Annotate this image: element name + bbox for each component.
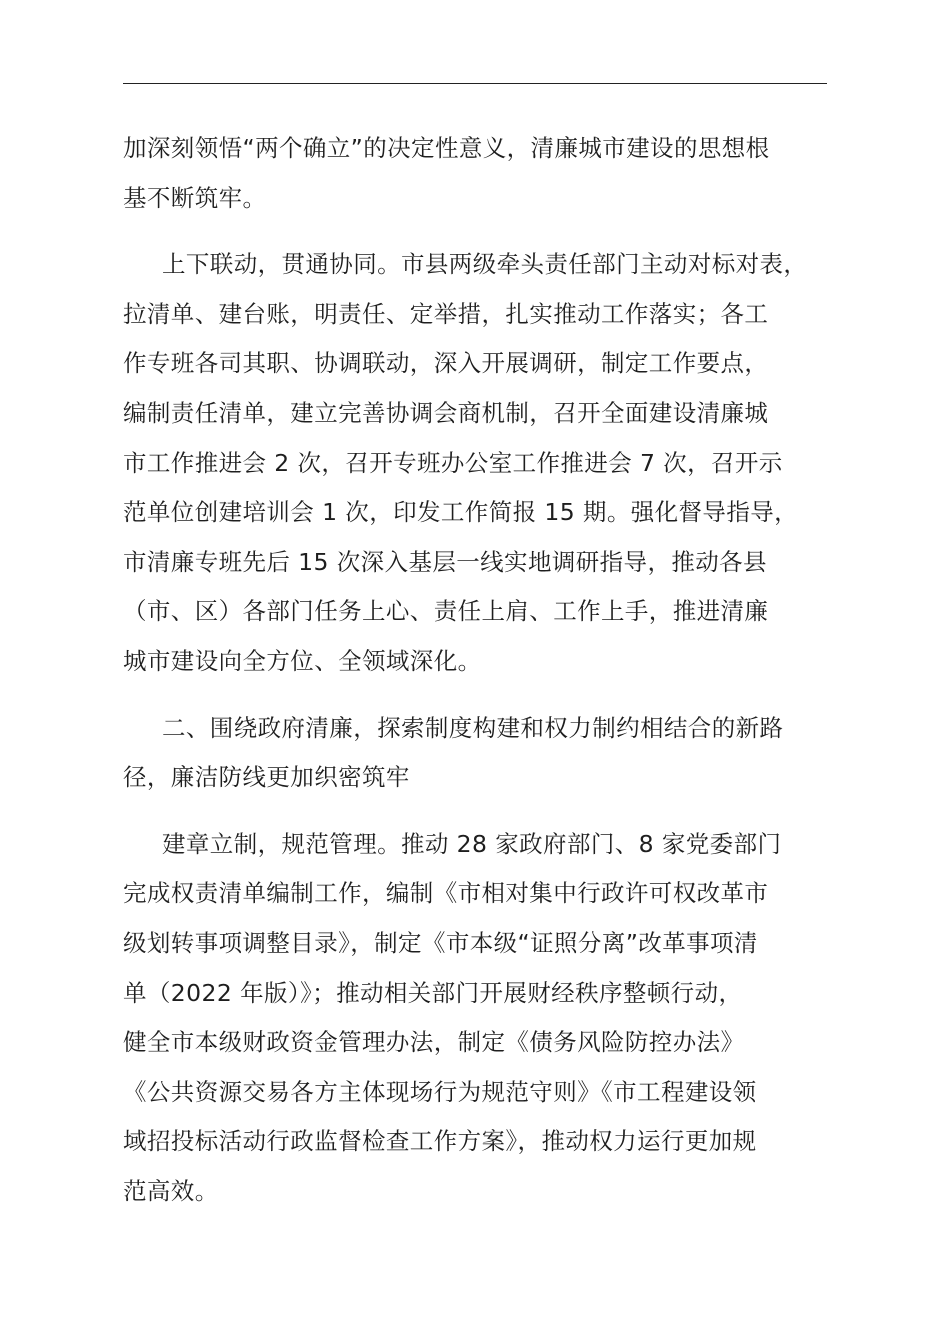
- header-rule: [123, 83, 827, 84]
- text-line: 加深刻领悟“两个确立”的决定性意义，清廉城市建设的思想根: [123, 134, 770, 162]
- text-line: 完成权责清单编制工作，编制《市相对集中行政许可权改革市: [123, 879, 769, 908]
- heading-line: 径，廉洁防线更加织密筑牢: [123, 763, 410, 792]
- paragraph-gap: [123, 223, 829, 240]
- text-line: 级划转事项调整目录》，制定《市本级“证照分离”改革事项清: [123, 928, 758, 957]
- text-line: 上下联动，贯通协同。市县两级牵头责任部门主动对标对表，: [162, 250, 808, 279]
- text-line: （市、区）各部门任务上心、责任上肩、工作上手，推进清廉: [123, 597, 769, 626]
- paragraph-linkage: [123, 240, 829, 686]
- paragraph-gap: [123, 803, 829, 820]
- text-line: 拉清单、建台账，明责任、定举措，扎实推动工作落实；各工: [123, 299, 769, 328]
- text-line: 基不断筑牢。: [123, 183, 267, 212]
- paragraph-rules: [123, 820, 829, 1217]
- text-line: 范单位创建培训会 1 次，印发工作简报 15 期。强化督导指导，: [123, 498, 799, 527]
- text-line: 市工作推进会 2 次，召开专班办公室工作推进会 7 次，召开示: [123, 448, 783, 477]
- text-line: 单（2022 年版）》；推动相关部门开展财经秩序整顿行动，: [123, 978, 743, 1007]
- paragraph-continuation: [123, 124, 829, 223]
- text-line: 域招投标活动行政监督检查工作方案》，推动权力运行更加规: [123, 1127, 757, 1156]
- text-line: 编制责任清单，建立完善协调会商机制，召开全面建设清廉城: [123, 398, 769, 427]
- text-line: 范高效。: [123, 1176, 219, 1205]
- section-heading: [123, 704, 829, 803]
- heading-line: 二、围绕政府清廉，探索制度构建和权力制约相结合的新路: [162, 713, 784, 742]
- text-line: 城市建设向全方位、全领域深化。: [123, 646, 482, 675]
- document-body: [123, 124, 829, 1216]
- text-line: 健全市本级财政资金管理办法，制定《债务风险防控办法》: [123, 1028, 745, 1057]
- text-line: 建章立制，规范管理。推动 28 家政府部门、8 家党委部门: [162, 829, 782, 858]
- text-line: 作专班各司其职、协调联动，深入开展调研，制定工作要点，: [123, 349, 769, 378]
- paragraph-gap: [123, 687, 829, 704]
- text-line: 《公共资源交易各方主体现场行为规范守则》《市工程建设领: [123, 1077, 757, 1106]
- text-line: 市清廉专班先后 15 次深入基层一线实地调研指导，推动各县: [123, 547, 767, 576]
